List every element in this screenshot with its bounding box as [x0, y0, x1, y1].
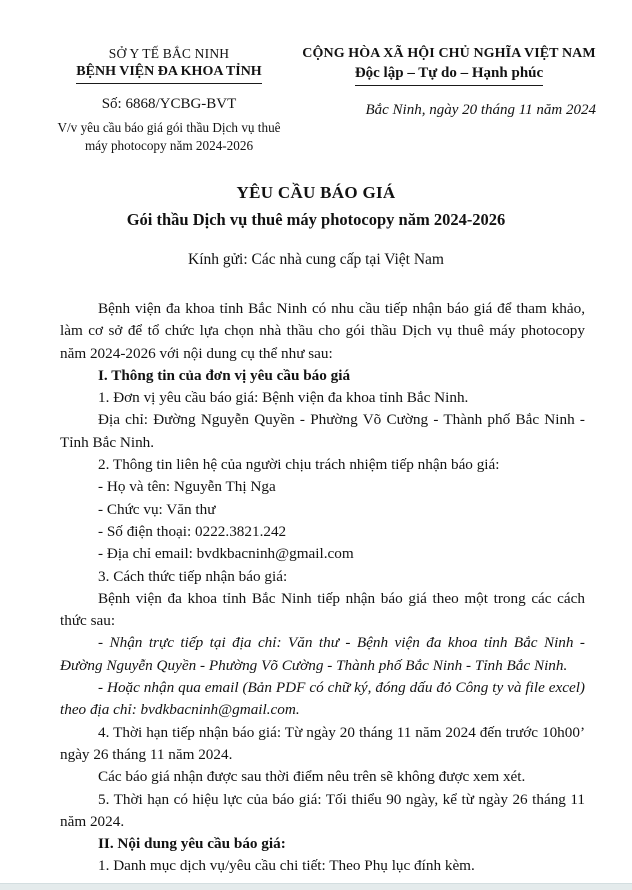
body-paragraph: 2. Thông tin liên hệ của người chịu trách nhiệm tiếp nhận báo giá: — [98, 456, 500, 474]
document-title: YÊU CẦU BÁO GIÁ — [236, 183, 396, 202]
body-paragraph: - Nhận trực tiếp tại địa chỉ: Văn thư - Bệnh viện đa khoa tỉnh Bắc Ninh - Đường Nguyễn Quyền - Phường Võ Cường - Thành phố Bắc Ninh - Tỉnh Bắc Ninh. — [60, 634, 585, 674]
body-paragraph: - Chức vụ: Văn thư — [98, 500, 216, 518]
body-paragraph: Địa chỉ: Đường Nguyễn Quyền - Phường Võ Cường - Thành phố Bắc Ninh - Tỉnh Bắc Ninh. — [60, 411, 585, 451]
body-paragraph: Bệnh viện đa khoa tỉnh Bắc Ninh tiếp nhận báo giá theo một trong các cách thức sau: — [60, 589, 585, 630]
place-date-line: Bắc Ninh, ngày 20 tháng 11 năm 2024 — [365, 102, 596, 118]
body-paragraph: Các báo giá nhận được sau thời điểm nêu trên sẽ không được xem xét. — [98, 768, 526, 786]
document-number: Số: 6868/YCBG-BVT — [101, 96, 237, 112]
issuing-org-block — [42, 46, 296, 154]
salutation-line: Kính gửi: Các nhà cung cấp tại Việt Nam — [188, 251, 444, 268]
body-paragraph: 1. Danh mục dịch vụ/yêu cầu chi tiết: Theo Phụ lục đính kèm. — [98, 857, 475, 875]
body-paragraph: 1. Đơn vị yêu cầu báo giá: Bệnh viện đa khoa tỉnh Bắc Ninh. — [98, 389, 469, 407]
section-heading-1: I. Thông tin của đơn vị yêu cầu báo giá — [98, 366, 351, 384]
document-body — [60, 298, 585, 878]
body-paragraph: - Địa chỉ email: bvdkbacninh@gmail.com — [98, 545, 354, 563]
body-paragraph: - Họ và tên: Nguyễn Thị Nga — [98, 478, 276, 496]
document-header — [0, 0, 632, 154]
republic-line: CỘNG HÒA XÃ HỘI CHỦ NGHĨA VIỆT NAM — [302, 46, 596, 61]
organization-name: BỆNH VIỆN ĐA KHOA TỈNH — [42, 64, 296, 84]
title-block — [0, 183, 632, 269]
national-header-block — [296, 46, 598, 154]
motto-line: Độc lập – Tự do – Hạnh phúc — [300, 65, 598, 86]
document-subtitle: Gói thầu Dịch vụ thuê máy photocopy năm 2024-2026 — [126, 210, 506, 229]
parent-department: SỞ Y TẾ BẮC NINH — [108, 46, 230, 61]
document-subject: V/v yêu cầu báo giá gói thầu Dịch vụ thuê máy photocopy năm 2024-2026 — [57, 120, 281, 153]
body-paragraph: 3. Cách thức tiếp nhận báo giá: — [98, 567, 288, 585]
section-heading-2: II. Nội dung yêu cầu báo giá: — [98, 835, 286, 853]
body-paragraph: - Hoặc nhận qua email (Bản PDF có chữ ký, đóng dấu đỏ Công ty và file excel) theo địa chỉ: bvdkbacninh@gmail.com. — [60, 679, 585, 719]
body-paragraph: 4. Thời hạn tiếp nhận báo giá: Từ ngày 20 tháng 11 năm 2024 đến trước 10h00’ ngày 26 tháng 11 năm 2024. — [60, 723, 585, 763]
body-paragraph: - Số điện thoại: 0222.3821.242 — [98, 522, 287, 540]
body-paragraph: Bệnh viện đa khoa tỉnh Bắc Ninh có nhu cầu tiếp nhận báo giá để tham khảo, làm cơ sở để tổ chức lựa chọn nhà thầu cho gói thầu Dịch vụ thuê máy photocopy năm 2024-2026 với nội dung cụ thể như sau: — [60, 300, 585, 362]
bottom-edge-bar — [0, 883, 632, 890]
body-paragraph: 5. Thời hạn có hiệu lực của báo giá: Tối thiểu 90 ngày, kể từ ngày 26 tháng 11 năm 2024. — [60, 790, 585, 830]
